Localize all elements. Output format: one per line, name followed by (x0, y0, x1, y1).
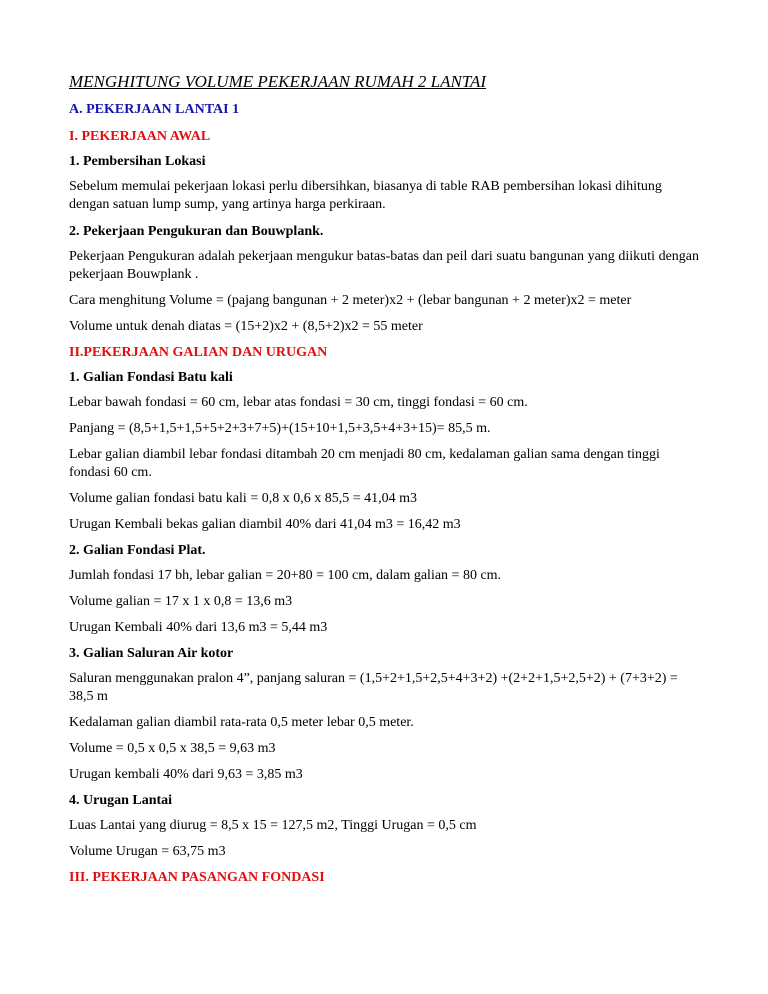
paragraph: Volume galian fondasi batu kali = 0,8 x 0,6 x 85,5 = 41,04 m3 (69, 491, 417, 506)
section-2-heading: II.PEKERJAAN GALIAN DAN URUGAN (69, 345, 328, 360)
subheading-pembersihan-lokasi: 1. Pembersihan Lokasi (69, 154, 206, 169)
paragraph: Urugan Kembali bekas galian diambil 40% dari 41,04 m3 = 16,42 m3 (69, 517, 461, 532)
subheading-galian-fondasi-batu-kali: 1. Galian Fondasi Batu kali (69, 370, 233, 385)
paragraph: Volume Urugan = 63,75 m3 (69, 844, 226, 859)
section-3-heading: III. PEKERJAAN PASANGAN FONDASI (69, 870, 325, 885)
paragraph: Volume galian = 17 x 1 x 0,8 = 13,6 m3 (69, 594, 293, 609)
subheading-galian-fondasi-plat: 2. Galian Fondasi Plat. (69, 543, 206, 558)
document-page (69, 72, 699, 894)
paragraph: Luas Lantai yang diurug = 8,5 x 15 = 127,5 m2, Tinggi Urugan = 0,5 cm (69, 818, 477, 833)
paragraph: Pekerjaan Pengukuran adalah pekerjaan mengukur batas-batas dan peil dari suatu bangunan yang diikuti dengan pekerjaan Bouwplank . (69, 249, 699, 282)
paragraph: Kedalaman galian diambil rata-rata 0,5 meter lebar 0,5 meter. (69, 715, 414, 730)
subheading-urugan-lantai: 4. Urugan Lantai (69, 793, 173, 808)
paragraph: Lebar bawah fondasi = 60 cm, lebar atas fondasi = 30 cm, tinggi fondasi = 60 cm. (69, 395, 528, 410)
subheading-pengukuran-bouwplank: 2. Pekerjaan Pengukuran dan Bouwplank. (69, 224, 324, 239)
paragraph: Saluran menggunakan pralon 4”, panjang saluran = (1,5+2+1,5+2,5+4+3+2) +(2+2+1,5+2,5+2) + (7+3+2) = 38,5 m (69, 671, 678, 704)
paragraph: Volume untuk denah diatas = (15+2)x2 + (8,5+2)x2 = 55 meter (69, 319, 423, 334)
section-1-heading: I. PEKERJAAN AWAL (69, 129, 211, 144)
paragraph: Jumlah fondasi 17 bh, lebar galian = 20+80 = 100 cm, dalam galian = 80 cm. (69, 568, 502, 583)
paragraph: Cara menghitung Volume = (pajang bangunan + 2 meter)x2 + (lebar bangunan + 2 meter)x2 = meter (69, 293, 632, 308)
section-a-heading: A. PEKERJAAN LANTAI 1 (69, 102, 240, 117)
paragraph: Urugan kembali 40% dari 9,63 = 3,85 m3 (69, 767, 303, 782)
paragraph: Panjang = (8,5+1,5+1,5+5+2+3+7+5)+(15+10+1,5+3,5+4+3+15)= 85,5 m. (69, 421, 491, 436)
paragraph: Volume = 0,5 x 0,5 x 38,5 = 9,63 m3 (69, 741, 276, 756)
paragraph: Lebar galian diambil lebar fondasi ditambah 20 cm menjadi 80 cm, kedalaman galian sama dengan tinggi fondasi 60 cm. (69, 447, 660, 480)
paragraph: Urugan Kembali 40% dari 13,6 m3 = 5,44 m3 (69, 620, 328, 635)
document-title: MENGHITUNG VOLUME PEKERJAAN RUMAH 2 LANTAI (69, 72, 487, 91)
subheading-galian-saluran-air-kotor: 3. Galian Saluran Air kotor (69, 646, 234, 661)
paragraph: Sebelum memulai pekerjaan lokasi perlu dibersihkan, biasanya di table RAB pembersihan lokasi dihitung dengan satuan lump sump, yang artinya harga perkiraan. (69, 179, 662, 212)
